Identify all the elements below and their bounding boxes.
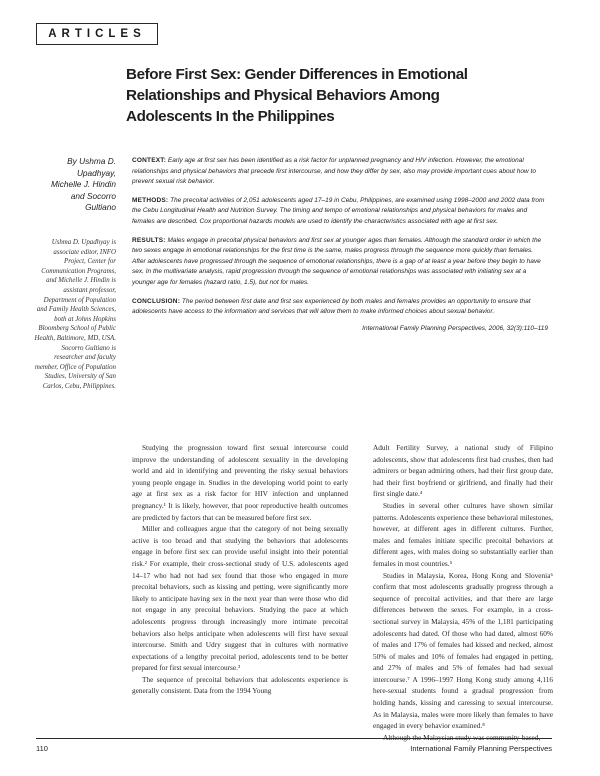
body-paragraph: Studies in Malaysia, Korea, Hong Kong and Slovenia⁶ confirm that most adolescents gradually progress through a sequence of precoital activities, and that there are large differences between the sexes. For example, in a cross-sectional survey in Malaysia, 45% of the 1,181 participating adolescents had dated. Of those who had dated, almost 60% of males and 17% of females had kissed and necked, almost 50% of males and 10% of females had engaged in petting, and 27% of males and 5% of females had had sexual intercourse.⁷ A 1996–1997 Hong Kong study among 4,116 here-sexual students found a gradual progression from holding hands, kissing and caressing to sexual intercourse. As in Malaysia, males were more likely than females to have engaged in every behavior examined.⁸ <box>373 570 553 731</box>
abstract-heading: RESULTS: <box>132 236 166 244</box>
footer-rule <box>36 738 552 739</box>
author-line: and Socorro <box>70 190 116 201</box>
author-byline <box>36 156 116 214</box>
body-paragraph: Miller and colleagues argue that the category of not being sexually active is too broad and that studying the behaviors that adolescents engage in before first sex can provide useful insight into their potential risk.² For example, their cross-sectional study of U.S. adolescents aged 14–17 who had not had sex found that those who engaged in more precoital behaviors, such as kissing and petting, were significantly more likely to anticipate having sex in the next year than were those who did not engage in any precoital behaviors. Studying the pace at which adolescents progress through increasingly more intimate precoital behaviors also helps anticipate when adolescents will first have sexual intercourse. Smith and Udry suggest that in cultures with normative expectations of a lengthy precoital period, adolescents tend to be better prepared for first sexual intercourse.³ <box>132 524 348 673</box>
body-column-right <box>373 442 553 743</box>
section-label: ARTICLES <box>36 23 158 45</box>
body-paragraph: Although the Malaysian study was community-based, <box>383 732 541 742</box>
abstract-text: The period between first date and first sex experienced by both males and females provides an opportunity to ensure that adolescents have access to the information and services that will allow them to make informed choices about sexual behavior. <box>132 297 531 316</box>
citation: International Family Planning Perspectives, 2006, 32(3):110–119 <box>362 324 548 332</box>
author-line: Michelle J. Hindin <box>50 179 116 189</box>
body-paragraph: Studies in several other cultures have shown similar patterns. Adolescents experience these behavioral milestones, however, at different ages in different cultures. Further, males and females initiate specific precoital behaviors at different ages, with males doing so substantially earlier than females in most countries.⁵ <box>373 500 553 568</box>
body-paragraph: Studying the progression toward first sexual intercourse could improve the understanding of adolescent sexuality in the developing world and aid in identifying and preventing the risky sexual behaviors young people engage in. Studies in the developing world point to early age at first sex as a risk factor for HIV infection and unplanned pregnancy.¹ It is likely, however, that poor reproductive health outcomes are predicted by factors that can be measured before first sex. <box>132 443 348 522</box>
abstract-text: Early age at first sex has been identified as a risk factor for unplanned pregnancy and HIV infection. However, the emotional relationships and physical behaviors that precede first intercourse, and how they differ by sex, also may provide important cues about how to prevent sexual risk behavior. <box>132 157 536 186</box>
body-paragraph: The sequence of precoital behaviors that adolescents experience is generally consistent. Data from the 1994 Young <box>132 674 348 696</box>
body-column-left <box>132 442 348 697</box>
abstract-heading: CONCLUSION: <box>132 297 181 305</box>
abstract-text: Males engage in precoital physical behaviors and first sex at younger ages than females. Although the standard order in which the two sexes engage in emotional relationships for the first time is the same, males progress through the sequence more quickly than females. After adolescents have progressed through the sequence of emotional relationships, there is a gap of at least a year before they begin to have sex. In the multivariate analysis, rapid progression through the sequence of emotional relationships was associated with initiating sex at a younger age for females (hazard ratio, 1.5), but not for males. <box>132 236 542 286</box>
abstract <box>132 156 548 342</box>
abstract-methods <box>132 196 548 228</box>
author-line: Gultiano <box>85 202 116 212</box>
journal-name: International Family Planning Perspectives <box>410 744 552 753</box>
article-title: Before First Sex: Gender Differences in Emotional Relationships and Physical Behaviors Among Adolescents In the Philippines <box>126 66 468 125</box>
author-affiliation: Ushma D. Upadhyay is associate editor, INFO Project, Center for Communication Programs, and Michelle J. Hindin is assistant professor, Department of Population and Family Health Sciences, both at Johns Hopkins Bloomberg School of Public Health, Baltimore, MD, USA. Socorro Gultiano is researcher and faculty member, Office of Population Studies, University of San Carlos, Cebu, Philippines. <box>34 239 116 390</box>
author-line: Upadhyay, <box>76 167 116 178</box>
abstract-context <box>132 156 548 188</box>
abstract-results <box>132 236 548 289</box>
abstract-text: The precoital activities of 2,051 adolescents aged 17–19 in Cebu, Philippines, are examined using 1998–2000 and 2002 data from the Cebu Longitudinal Health and Nutrition Survey. The timing and tempo of emotional relationships and physical behaviors for males and females are described. Cox proportional hazards models are used to identify the characteristics associated with age at first sex. <box>132 196 545 225</box>
abstract-heading: CONTEXT: <box>132 157 167 164</box>
abstract-heading: METHODS: <box>132 196 169 204</box>
author-line: By Ushma D. <box>67 156 116 166</box>
page-number: 110 <box>36 744 48 753</box>
body-paragraph: Adult Fertility Survey, a national study of Filipino adolescents, show that adolescents first had crushes, then had admirers or began admiring others, had their first group date, had their first boyfriend or girlfriend, and finally had their first single date.⁴ <box>373 443 553 499</box>
abstract-conclusion <box>132 297 548 318</box>
